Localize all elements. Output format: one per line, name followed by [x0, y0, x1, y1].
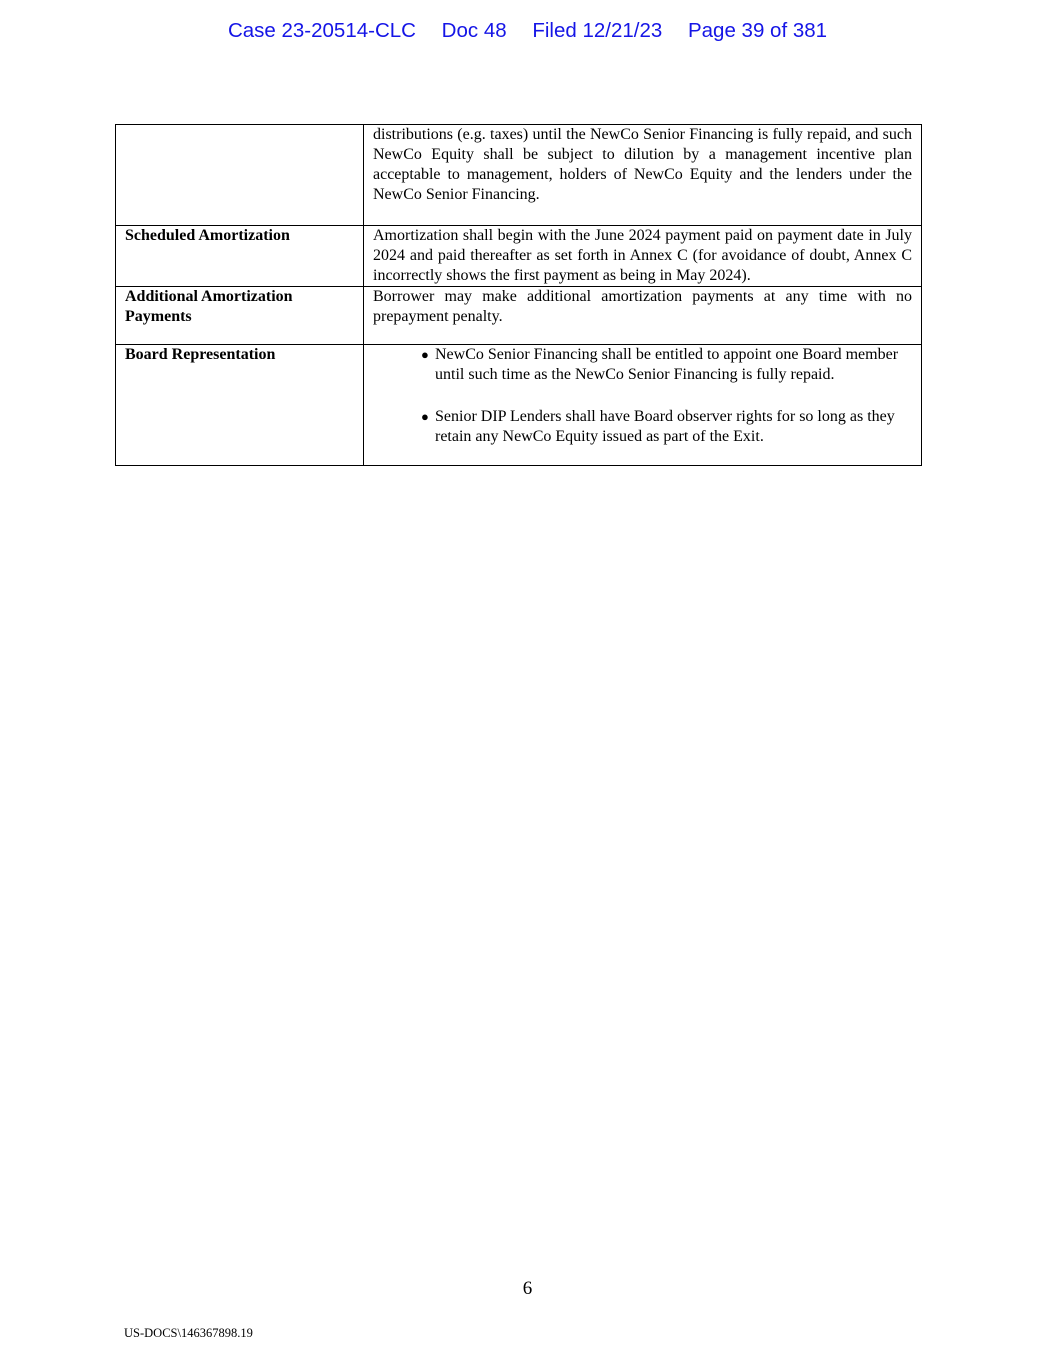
table-row: [116, 226, 922, 287]
row-label: Scheduled Amortization: [116, 226, 364, 287]
case-number: Case 23-20514-CLC: [227, 19, 416, 42]
bullet-list: [373, 345, 912, 447]
list-item: [417, 407, 912, 447]
term-sheet-table: [115, 124, 922, 466]
bullet-icon: ●: [421, 347, 429, 362]
document-id: US-DOCS\146367898.19: [124, 1326, 253, 1340]
page-number: 6: [522, 1278, 533, 1299]
bullet-icon: ●: [421, 409, 429, 424]
table-row: [116, 287, 922, 345]
table-row: [116, 125, 922, 226]
page-count: Page 39 of 381: [687, 19, 828, 42]
filed-date: Filed 12/21/23: [532, 19, 663, 42]
list-item: [417, 345, 912, 385]
row-bullets-cell: [364, 345, 922, 466]
row-label: [116, 125, 364, 226]
row-text: distributions (e.g. taxes) until the NewCo Senior Financing is fully repaid, and such NewCo Equity shall be subject to dilution by a management incentive plan acceptable to management, holders of NewCo Equity and the lenders under the NewCo Senior Financing.: [364, 125, 922, 226]
docket-number: Doc 48: [441, 19, 507, 42]
row-label: Board Representation: [116, 345, 364, 466]
bullet-text: Senior DIP Lenders shall have Board observer rights for so long as they retain any NewCo Equity issued as part of the Exit.: [435, 408, 895, 445]
row-text: Borrower may make additional amortization payments at any time with no prepayment penalty.: [364, 287, 922, 345]
row-text: Amortization shall begin with the June 2024 payment paid on payment date in July 2024 and paid thereafter as set forth in Annex C (for avoidance of doubt, Annex C incorrectly shows the first payment as being in May 2024).: [364, 226, 922, 287]
row-label: Additional Amortization Payments: [116, 287, 364, 345]
bullet-text: NewCo Senior Financing shall be entitled to appoint one Board member until such time as the NewCo Senior Financing is fully repaid.: [435, 346, 899, 383]
table-row: [116, 345, 922, 466]
ecf-filing-header: [0, 19, 1055, 43]
